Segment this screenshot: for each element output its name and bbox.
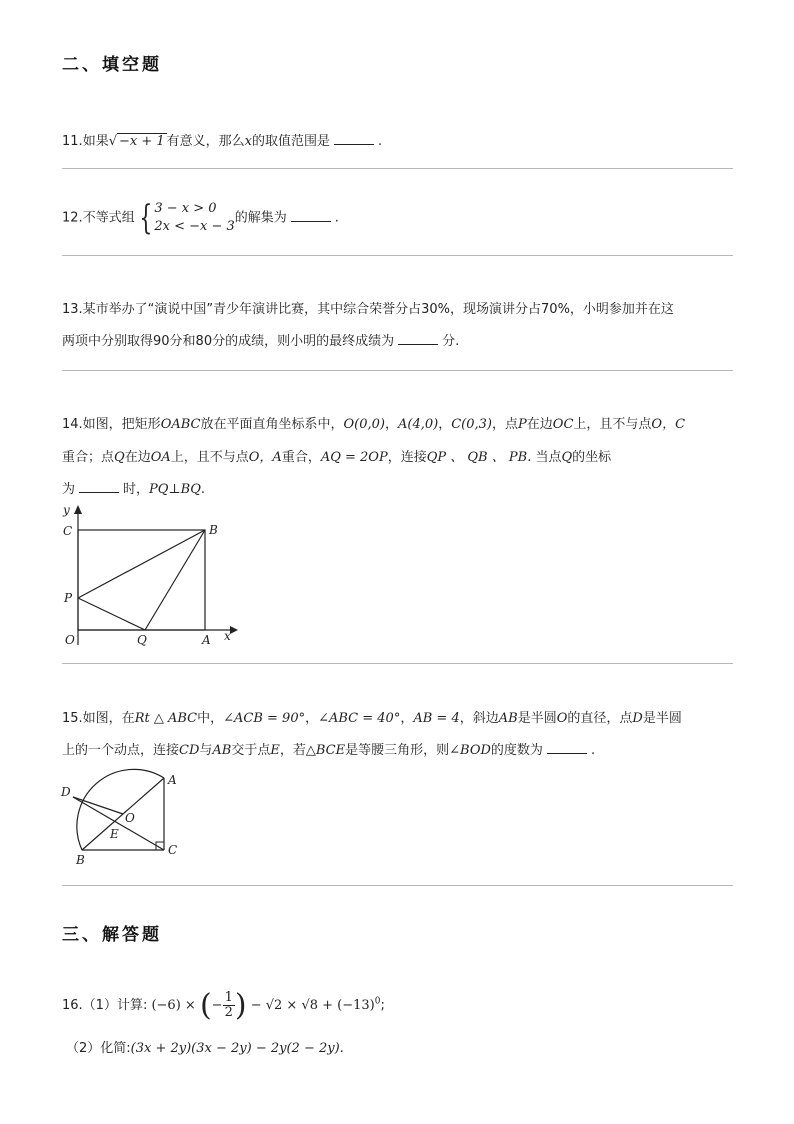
right-paren: )	[234, 988, 247, 1023]
q15-t12: 的度数为	[490, 743, 543, 758]
q16-expr-b: − √2 × √8 + (−13)	[250, 998, 375, 1013]
q12-ineq-2: 2x < −x − 3	[154, 219, 235, 234]
label-c: C	[63, 524, 73, 538]
q14-t12: ，连接	[387, 450, 427, 465]
q12-num: 12.	[62, 210, 83, 226]
label-y: y	[63, 503, 70, 517]
q15-t2: 中，	[197, 711, 224, 726]
q11-var: x	[244, 134, 253, 149]
q14-line-3	[62, 478, 205, 497]
q12-brace: {	[139, 198, 153, 238]
q15-answer-blank[interactable]	[547, 741, 587, 754]
q15-figure	[58, 764, 188, 870]
q13-text-a: 两项中分别取得90分和80分的成绩，则小明的最终成绩为	[62, 334, 395, 349]
q16-part-1	[62, 988, 385, 1023]
q16-expr-2: (3x + 2y)(3x − 2y) − 2y(2 − 2y).	[130, 1041, 344, 1056]
q14-figure	[58, 500, 243, 650]
label-c: C	[168, 843, 178, 857]
q12-ineq-1: 3 − x > 0	[154, 201, 217, 216]
label-x: x	[224, 629, 231, 643]
q15-ab: AB	[498, 711, 518, 726]
q14-p: P	[518, 417, 527, 432]
sqrt-symbol: √	[108, 134, 117, 149]
q15-line-1: 15.如图，在Rt △ ABC中，∠ACB = 90°，∠ABC = 40°，AB = 4，斜边AB是半圆O的直径，点D是半圆	[62, 711, 682, 726]
q14-t2: 放在平面直角坐标系中，	[200, 417, 344, 432]
left-paren: (	[199, 988, 212, 1023]
q12-end: .	[334, 210, 339, 226]
section-title-solve: 三、解答题	[62, 925, 162, 945]
segment-pb	[78, 530, 205, 598]
q15-angle-abc: ∠ABC = 40°	[318, 711, 401, 726]
q15-t3: ，斜边	[459, 711, 499, 726]
q11-end: .	[378, 134, 383, 149]
q14-answer-blank[interactable]	[79, 480, 119, 493]
q16-label-1: 16.（1）计算:	[62, 998, 148, 1013]
q11-text-2: 有意义，那么	[166, 134, 245, 149]
q15-t8: 与	[199, 743, 213, 758]
q14-t13: . 当点	[527, 450, 562, 465]
q16-expr-a: (−6) ×	[151, 998, 196, 1013]
q14-t3: ，点	[492, 417, 519, 432]
q14-perp: PQ⊥BQ	[149, 482, 201, 497]
divider-1	[62, 168, 733, 169]
q15-t11: 是等腰三角形，则	[345, 743, 450, 758]
q15-angle-acb: ∠ACB = 90°	[223, 711, 306, 726]
q13-text-b: 分.	[442, 334, 460, 349]
q14-t15: 为	[62, 482, 76, 497]
q15-bod: ∠BOD	[449, 743, 491, 758]
q11-num: 11.	[62, 134, 83, 149]
q14-line-2	[62, 446, 611, 465]
q15-end: .	[590, 743, 596, 758]
q15-cd: CD	[179, 743, 200, 758]
label-o: O	[125, 811, 135, 825]
label-b: B	[76, 853, 85, 867]
semicircle	[77, 769, 164, 850]
q14-line-1: 14.如图，把矩形OABC放在平面直角坐标系中，O(0,0)，A(4,0)，C(0,3)，点P在边OC上，且不与点O，C	[62, 417, 686, 432]
q15-triangle: Rt △ ABC	[134, 711, 198, 726]
q15-t6: 是半圆	[642, 711, 682, 726]
q11-radicand: −x + 1	[119, 134, 165, 149]
q14-t1: 14.如图，把矩形	[62, 417, 161, 432]
q12-text-1: 不等式组	[82, 210, 135, 226]
numerator: 1	[224, 990, 233, 1005]
q15-t4: 是半圆	[517, 711, 557, 726]
denominator: 2	[224, 1005, 233, 1020]
divider-4	[62, 663, 733, 664]
q14-q2: Q	[561, 450, 573, 465]
exponent-zero: 0	[374, 996, 381, 1007]
q15-t9: 交于点	[231, 743, 271, 758]
divider-2	[62, 255, 733, 256]
label-a: A	[168, 773, 177, 787]
section-title-fill: 二、填空题	[62, 55, 162, 75]
q14-t5: 上，且不与点	[573, 417, 652, 432]
label-b: B	[209, 523, 218, 537]
q14-oc: OC	[552, 417, 574, 432]
q15-t1: 15.如图，在	[62, 711, 135, 726]
q14-oa: OA	[150, 450, 171, 465]
q14-t4: 在边	[526, 417, 553, 432]
q14-t9: 上，且不与点	[170, 450, 249, 465]
q12-answer-blank[interactable]	[291, 209, 331, 222]
fraction	[223, 991, 235, 1020]
q13-answer-blank[interactable]	[398, 332, 438, 345]
q15-d: D	[632, 711, 643, 726]
label-a: A	[202, 633, 211, 647]
q14-t6: O，C	[651, 417, 686, 432]
q14-t17: .	[200, 482, 206, 497]
q14-t8: 在边	[124, 450, 151, 465]
divider-3	[62, 370, 733, 371]
q14-q: Q	[114, 450, 125, 465]
q14-rect-name: OABC	[160, 417, 201, 432]
q15-line-2	[62, 739, 595, 758]
q14-aq: AQ = 2OP	[320, 450, 388, 465]
q16-semicolon: ;	[380, 998, 385, 1013]
q13-line-1: 13.某市举办了“演说中国”青少年演讲比赛，其中综合荣誉分占30%，现场演讲分占70%，小明参加并在这	[62, 302, 674, 317]
q15-o: O	[556, 711, 568, 726]
q14-point-a: A(4,0)	[398, 417, 439, 432]
segment-cd	[73, 797, 164, 850]
q15-ab-length: AB = 4	[413, 711, 460, 726]
label-d: D	[61, 785, 71, 799]
minus-sign: −	[211, 998, 223, 1013]
rectangle-oabc	[78, 530, 205, 630]
q14-t16: 时，	[123, 482, 150, 497]
q15-bce: △BCE	[305, 743, 346, 758]
question-12	[62, 200, 339, 236]
q13-line-2	[62, 330, 459, 349]
label-q: Q	[137, 633, 147, 647]
q14-t11: 重合，	[281, 450, 321, 465]
q12-system	[154, 200, 234, 236]
y-axis-arrow	[74, 505, 82, 514]
q15-t10: ，若	[279, 743, 306, 758]
q16-label-2: （2）化简:	[66, 1041, 131, 1056]
q16-part-2	[66, 1037, 344, 1056]
q14-t7: 重合；点	[62, 450, 115, 465]
q11-answer-blank[interactable]	[334, 132, 374, 145]
q15-e: E	[270, 743, 280, 758]
q14-point-c: C(0,3)	[451, 417, 492, 432]
q14-t10: O，A	[248, 450, 282, 465]
q14-segments: QP 、 QB 、 PB	[426, 450, 528, 465]
x-axis-arrow	[230, 626, 238, 634]
q15-ab2: AB	[212, 743, 232, 758]
q15-t7: 上的一个动点，连接	[62, 743, 180, 758]
q11-text-3: 的取值范围是	[252, 134, 331, 149]
segment-pq	[78, 598, 145, 630]
label-p: P	[64, 591, 73, 605]
q14-t14: 的坐标	[572, 450, 612, 465]
segment-qb	[145, 530, 205, 630]
q11-text-1: 如果	[82, 134, 109, 149]
q14-point-o: O(0,0)	[343, 417, 385, 432]
q15-t5: 的直径，点	[567, 711, 633, 726]
label-o: O	[65, 633, 75, 647]
divider-5	[62, 885, 733, 886]
question-11	[62, 130, 382, 149]
label-e: E	[110, 827, 119, 841]
q12-text-2: 的解集为	[234, 210, 287, 226]
